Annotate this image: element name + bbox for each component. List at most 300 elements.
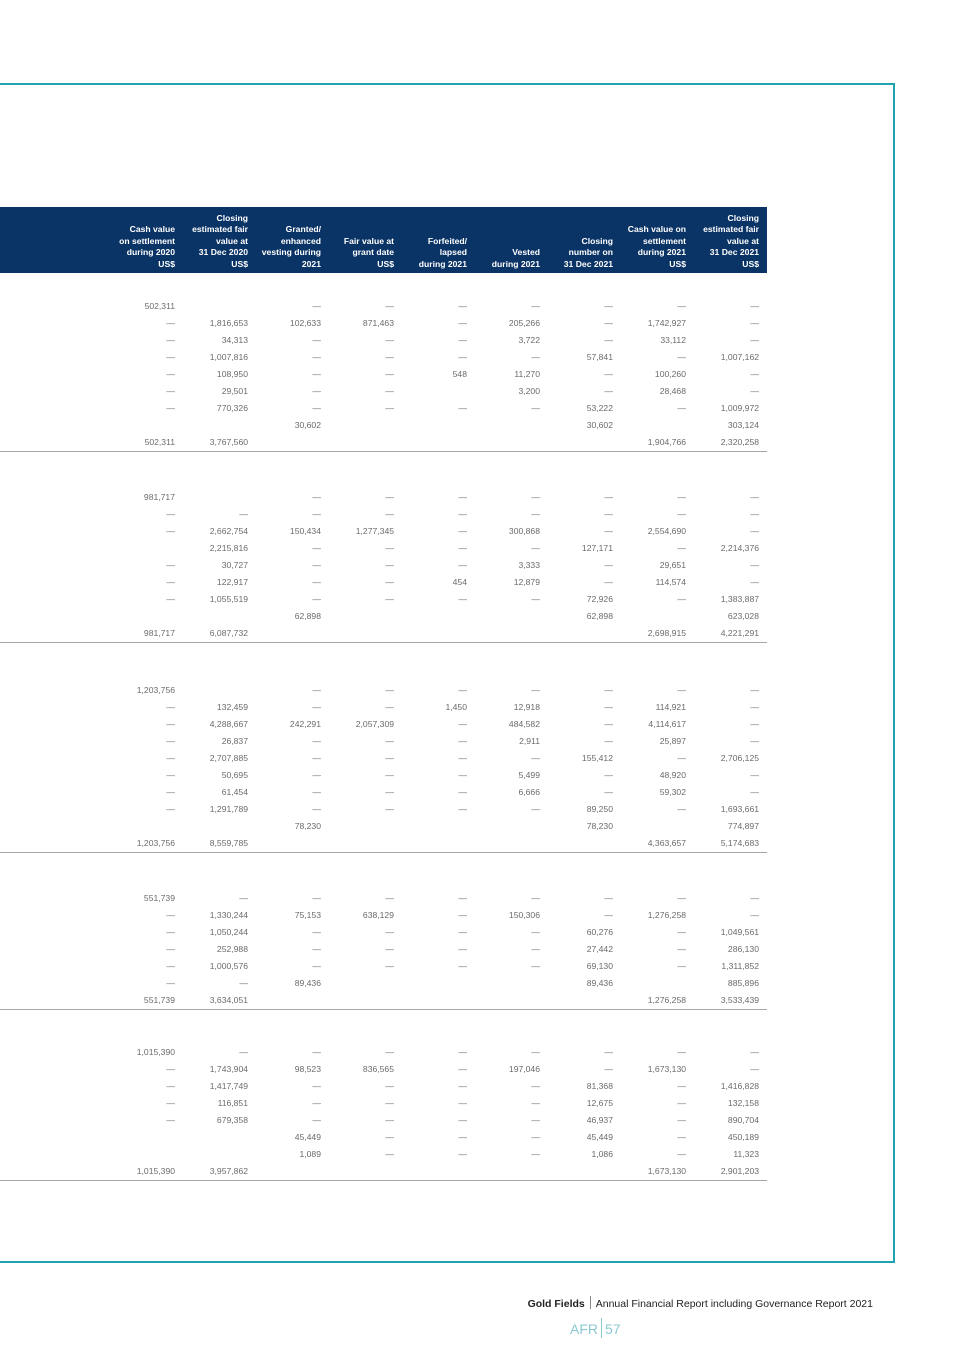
table-cell: — xyxy=(458,685,467,695)
table-cell: — xyxy=(750,719,759,729)
table-cell: 1,009,972 xyxy=(720,403,759,413)
table-cell: — xyxy=(750,509,759,519)
table-cell: — xyxy=(166,509,175,519)
table-cell: — xyxy=(385,770,394,780)
table-cell: — xyxy=(312,403,321,413)
table-cell: — xyxy=(385,301,394,311)
table-cell: — xyxy=(166,1115,175,1125)
table-cell: — xyxy=(604,770,613,780)
table-cell: — xyxy=(604,492,613,502)
table-cell: 774,897 xyxy=(727,821,759,831)
table-cell: — xyxy=(385,736,394,746)
table-cell: — xyxy=(677,753,686,763)
table-cell: — xyxy=(750,301,759,311)
table-cell: — xyxy=(385,893,394,903)
table-cell: — xyxy=(750,318,759,328)
table-cell: — xyxy=(750,560,759,570)
table-cell: — xyxy=(677,301,686,311)
table-cell: — xyxy=(531,1047,540,1057)
table-cell: — xyxy=(239,509,248,519)
table-cell: — xyxy=(458,910,467,920)
table-cell: — xyxy=(385,577,394,587)
table-cell: — xyxy=(750,335,759,345)
table-header xyxy=(0,207,767,273)
table-cell: — xyxy=(604,1047,613,1057)
table-cell: 484,582 xyxy=(508,719,540,729)
column-header: Closing estimated fair value at 31 Dec 2021 US$ xyxy=(703,212,759,269)
table-cell: — xyxy=(458,594,467,604)
table-cell: — xyxy=(385,492,394,502)
table-cell: — xyxy=(531,685,540,695)
table-cell: — xyxy=(312,352,321,362)
table-cell: 72,926 xyxy=(586,594,613,604)
table-cell: — xyxy=(166,1081,175,1091)
table-cell: — xyxy=(312,509,321,519)
table-cell: — xyxy=(750,369,759,379)
table-cell: — xyxy=(239,978,248,988)
table-cell: 502,311 xyxy=(144,437,175,447)
table-cell: — xyxy=(312,804,321,814)
table-cell: 890,704 xyxy=(727,1115,759,1125)
table-cell: — xyxy=(677,1115,686,1125)
table-cell: — xyxy=(312,787,321,797)
table-cell: 132,459 xyxy=(216,702,248,712)
table-cell: — xyxy=(531,509,540,519)
table-cell: — xyxy=(458,1149,467,1159)
table-cell: 6,087,732 xyxy=(209,628,248,638)
table-cell: 4,363,657 xyxy=(647,838,686,848)
table-cell: 1,693,661 xyxy=(720,804,759,814)
table-cell: 1,673,130 xyxy=(647,1166,686,1176)
table-cell: — xyxy=(166,753,175,763)
table-cell: — xyxy=(385,944,394,954)
table-cell: — xyxy=(531,944,540,954)
table-cell: 1,330,244 xyxy=(209,910,248,920)
table-cell: — xyxy=(166,910,175,920)
footer-title xyxy=(528,1296,873,1310)
table-cell: 623,028 xyxy=(727,611,759,621)
table-cell: 454 xyxy=(452,577,467,587)
table-cell: — xyxy=(385,961,394,971)
table-cell: — xyxy=(531,492,540,502)
table-cell: 27,442 xyxy=(586,944,613,954)
table-cell: 34,313 xyxy=(221,335,248,345)
table-cell: — xyxy=(458,318,467,328)
table-cell: — xyxy=(677,893,686,903)
table-cell: — xyxy=(750,577,759,587)
table-cell: 89,250 xyxy=(586,804,613,814)
table-cell: — xyxy=(239,1047,248,1057)
table-cell: — xyxy=(458,543,467,553)
table-cell: — xyxy=(604,736,613,746)
table-cell: 89,436 xyxy=(294,978,321,988)
table-cell: 679,358 xyxy=(216,1115,248,1125)
table-cell: — xyxy=(531,753,540,763)
column-header: Closing estimated fair value at 31 Dec 2020 US$ xyxy=(192,212,248,269)
footer-separator xyxy=(590,1296,591,1309)
table-cell: 551,739 xyxy=(143,893,175,903)
table-cell: — xyxy=(531,403,540,413)
table-cell: 30,727 xyxy=(221,560,248,570)
table-cell: 1,015,390 xyxy=(136,1047,175,1057)
table-cell: — xyxy=(677,1081,686,1091)
table-cell: — xyxy=(385,369,394,379)
table-cell: 1,007,162 xyxy=(720,352,759,362)
table-cell: — xyxy=(750,893,759,903)
table-cell: — xyxy=(166,318,175,328)
table-cell: — xyxy=(458,509,467,519)
table-cell: — xyxy=(677,1149,686,1159)
table-cell: — xyxy=(458,1081,467,1091)
table-cell: 638,129 xyxy=(362,910,394,920)
table-cell: — xyxy=(385,352,394,362)
table-cell: 3,722 xyxy=(518,335,540,345)
table-cell: — xyxy=(385,685,394,695)
table-cell: — xyxy=(312,386,321,396)
table-cell: — xyxy=(166,594,175,604)
table-cell: — xyxy=(312,594,321,604)
table-cell: — xyxy=(166,804,175,814)
table-cell: — xyxy=(166,560,175,570)
table-cell: 116,851 xyxy=(217,1098,248,1108)
table-cell: — xyxy=(166,1064,175,1074)
table-cell: — xyxy=(385,927,394,937)
table-cell: — xyxy=(531,1115,540,1125)
table-cell: 26,837 xyxy=(221,736,248,746)
table-cell: 102,633 xyxy=(289,318,321,328)
table-cell: — xyxy=(385,804,394,814)
table-cell: — xyxy=(677,944,686,954)
table-cell: — xyxy=(385,1149,394,1159)
table-cell: 1,086 xyxy=(591,1149,613,1159)
page-number: 57 xyxy=(605,1321,621,1337)
table-cell: 2,320,258 xyxy=(720,437,759,447)
table-cell: 1,904,766 xyxy=(647,437,686,447)
table-cell: — xyxy=(312,702,321,712)
table-cell: — xyxy=(750,1047,759,1057)
table-cell: 45,449 xyxy=(294,1132,321,1142)
table-cell: — xyxy=(312,927,321,937)
table-cell: 1,417,749 xyxy=(209,1081,248,1091)
table-cell: — xyxy=(166,944,175,954)
table-cell: 2,662,754 xyxy=(209,526,248,536)
table-cell: — xyxy=(677,492,686,502)
table-cell: 1,311,852 xyxy=(721,961,759,971)
group-divider xyxy=(0,852,767,853)
table-cell: — xyxy=(531,301,540,311)
table-cell: — xyxy=(166,403,175,413)
table-cell: — xyxy=(604,685,613,695)
table-cell: 205,266 xyxy=(508,318,540,328)
table-cell: — xyxy=(531,1132,540,1142)
table-cell: 1,049,561 xyxy=(720,927,759,937)
table-cell: 5,174,683 xyxy=(720,838,759,848)
table-cell: — xyxy=(166,352,175,362)
table-cell: 81,368 xyxy=(586,1081,613,1091)
table-cell: 33,112 xyxy=(660,335,686,345)
table-cell: — xyxy=(458,1132,467,1142)
table-cell: — xyxy=(458,492,467,502)
table-cell: — xyxy=(166,770,175,780)
table-cell: — xyxy=(385,594,394,604)
table-cell: 150,306 xyxy=(508,910,540,920)
table-cell: — xyxy=(385,1132,394,1142)
table-cell: 1,742,927 xyxy=(647,318,686,328)
table-cell: 50,695 xyxy=(221,770,248,780)
table-cell: — xyxy=(312,1098,321,1108)
column-header: Fair value at grant date US$ xyxy=(343,235,394,269)
table-cell: 25,897 xyxy=(659,736,686,746)
table-cell: 98,523 xyxy=(294,1064,321,1074)
table-cell: 2,706,125 xyxy=(720,753,759,763)
table-cell: — xyxy=(604,893,613,903)
table-cell: — xyxy=(458,944,467,954)
table-cell: 61,454 xyxy=(221,787,248,797)
table-cell: — xyxy=(604,910,613,920)
table-cell: 150,434 xyxy=(289,526,321,536)
table-cell: — xyxy=(750,492,759,502)
table-cell: — xyxy=(385,702,394,712)
table-cell: — xyxy=(166,577,175,587)
table-cell: — xyxy=(166,927,175,937)
table-cell: 11,323 xyxy=(733,1149,759,1159)
table-cell: 2,901,203 xyxy=(720,1166,759,1176)
column-header: Forfeited/ lapsed during 2021 xyxy=(418,235,467,269)
table-cell: — xyxy=(458,719,467,729)
table-cell: — xyxy=(312,492,321,502)
table-cell: 1,015,390 xyxy=(136,1166,175,1176)
table-cell: — xyxy=(385,543,394,553)
table-cell: 5,499 xyxy=(518,770,540,780)
table-cell: — xyxy=(677,1132,686,1142)
table-cell: 1,050,244 xyxy=(209,927,248,937)
table-cell: — xyxy=(531,1149,540,1159)
table-cell: 2,554,690 xyxy=(647,526,686,536)
table-cell: 871,463 xyxy=(362,318,394,328)
table-cell: 4,288,667 xyxy=(209,719,248,729)
table-cell: — xyxy=(385,509,394,519)
table-cell: — xyxy=(385,787,394,797)
table-cell: — xyxy=(166,1098,175,1108)
table-cell: 28,468 xyxy=(659,386,686,396)
table-cell: 770,326 xyxy=(216,403,248,413)
table-cell: — xyxy=(531,961,540,971)
table-cell: — xyxy=(750,787,759,797)
table-cell: — xyxy=(385,1098,394,1108)
table-cell: 59,302 xyxy=(659,787,686,797)
table-cell: — xyxy=(458,961,467,971)
table-cell: — xyxy=(312,560,321,570)
table-cell: — xyxy=(750,910,759,920)
table-cell: — xyxy=(604,301,613,311)
table-cell: 53,222 xyxy=(586,403,613,413)
page-number-block xyxy=(570,1318,621,1338)
page-separator xyxy=(601,1318,602,1338)
table-cell: 4,114,617 xyxy=(648,719,686,729)
table-cell: 1,203,756 xyxy=(136,685,175,695)
table-cell: 6,666 xyxy=(518,787,540,797)
table-cell: — xyxy=(604,702,613,712)
table-cell: — xyxy=(458,560,467,570)
table-cell: 286,130 xyxy=(727,944,759,954)
table-cell: — xyxy=(531,804,540,814)
table-cell: — xyxy=(166,702,175,712)
table-cell: — xyxy=(458,352,467,362)
table-cell: — xyxy=(604,787,613,797)
table-cell: 3,333 xyxy=(518,560,540,570)
table-cell: 46,937 xyxy=(586,1115,613,1125)
table-cell: — xyxy=(458,335,467,345)
table-cell: — xyxy=(677,804,686,814)
table-cell: 11,270 xyxy=(514,369,540,379)
table-cell: 1,416,828 xyxy=(720,1081,759,1091)
table-cell: 551,739 xyxy=(143,995,175,1005)
table-cell: — xyxy=(604,386,613,396)
table-cell: — xyxy=(166,386,175,396)
column-header: Closing number on 31 Dec 2021 xyxy=(563,235,613,269)
table-cell: 57,841 xyxy=(586,352,613,362)
table-cell: — xyxy=(750,386,759,396)
table-cell: — xyxy=(531,927,540,937)
table-cell: 12,879 xyxy=(513,577,540,587)
table-cell: 252,988 xyxy=(216,944,248,954)
table-cell: — xyxy=(531,893,540,903)
table-cell: — xyxy=(677,352,686,362)
table-cell: — xyxy=(604,509,613,519)
table-cell: — xyxy=(531,543,540,553)
table-cell: — xyxy=(312,770,321,780)
table-cell: — xyxy=(166,335,175,345)
table-cell: 29,651 xyxy=(659,560,686,570)
table-cell: 981,717 xyxy=(143,628,175,638)
table-cell: — xyxy=(458,770,467,780)
table-cell: — xyxy=(312,736,321,746)
table-cell: 1,816,653 xyxy=(209,318,248,328)
table-cell: — xyxy=(531,1081,540,1091)
table-cell: 1,007,816 xyxy=(209,352,248,362)
table-cell: 1,277,345 xyxy=(355,526,394,536)
table-cell: — xyxy=(677,927,686,937)
table-cell: 132,158 xyxy=(727,1098,759,1108)
table-cell: — xyxy=(458,736,467,746)
table-cell: — xyxy=(385,1081,394,1091)
table-cell: 300,868 xyxy=(508,526,540,536)
table-cell: — xyxy=(677,1047,686,1057)
table-cell: — xyxy=(458,1064,467,1074)
table-cell: 1,743,904 xyxy=(209,1064,248,1074)
table-cell: — xyxy=(312,301,321,311)
table-cell: 48,920 xyxy=(659,770,686,780)
table-cell: — xyxy=(312,543,321,553)
table-cell: 4,221,291 xyxy=(720,628,759,638)
table-cell: — xyxy=(312,961,321,971)
table-cell: 8,559,785 xyxy=(209,838,248,848)
table-cell: — xyxy=(166,736,175,746)
table-cell: 981,717 xyxy=(143,492,175,502)
table-cell: 114,921 xyxy=(655,702,686,712)
table-cell: 89,436 xyxy=(586,978,613,988)
table-cell: 3,957,862 xyxy=(209,1166,248,1176)
table-cell: 1,291,789 xyxy=(209,804,248,814)
table-cell: 30,602 xyxy=(586,420,613,430)
table-cell: — xyxy=(312,893,321,903)
table-cell: — xyxy=(312,944,321,954)
table-cell: 62,898 xyxy=(294,611,321,621)
table-cell: — xyxy=(385,753,394,763)
table-cell: 1,276,258 xyxy=(647,910,686,920)
table-cell: — xyxy=(385,386,394,396)
table-cell: — xyxy=(312,1081,321,1091)
table-cell: 75,153 xyxy=(294,910,321,920)
table-cell: 29,501 xyxy=(221,386,248,396)
table-cell: 100,260 xyxy=(654,369,686,379)
table-cell: 1,203,756 xyxy=(136,838,175,848)
table-cell: — xyxy=(677,543,686,553)
table-cell: — xyxy=(458,787,467,797)
column-header: Cash value on settlement during 2021 US$ xyxy=(627,224,686,269)
table-cell: — xyxy=(531,352,540,362)
table-cell: 122,917 xyxy=(216,577,248,587)
table-cell: — xyxy=(312,335,321,345)
table-cell: — xyxy=(312,1115,321,1125)
table-cell: — xyxy=(458,927,467,937)
table-cell: 12,675 xyxy=(586,1098,613,1108)
table-cell: 69,130 xyxy=(586,961,613,971)
table-cell: 3,200 xyxy=(518,386,540,396)
table-cell: 502,311 xyxy=(144,301,175,311)
table-cell: — xyxy=(604,577,613,587)
table-cell: — xyxy=(604,335,613,345)
table-cell: — xyxy=(458,893,467,903)
table-cell: 1,673,130 xyxy=(647,1064,686,1074)
table-cell: — xyxy=(458,753,467,763)
table-cell: — xyxy=(531,1098,540,1108)
table-cell: — xyxy=(385,560,394,570)
brand-name: Gold Fields xyxy=(527,1298,585,1310)
table-cell: 242,291 xyxy=(289,719,321,729)
table-cell: — xyxy=(385,335,394,345)
table-cell: — xyxy=(166,369,175,379)
table-cell: — xyxy=(750,770,759,780)
table-cell: 2,215,816 xyxy=(209,543,248,553)
table-cell: — xyxy=(604,1064,613,1074)
table-cell: — xyxy=(458,1047,467,1057)
group-divider xyxy=(0,1009,767,1010)
table-cell: — xyxy=(604,560,613,570)
table-cell: — xyxy=(604,318,613,328)
table-cell: — xyxy=(604,526,613,536)
table-cell: 197,046 xyxy=(508,1064,540,1074)
table-cell: — xyxy=(750,526,759,536)
table-cell: — xyxy=(239,893,248,903)
table-cell: 78,230 xyxy=(586,821,613,831)
table-cell: 1,089 xyxy=(299,1149,321,1159)
table-cell: — xyxy=(604,369,613,379)
table-cell: 45,449 xyxy=(586,1132,613,1142)
table-cell: — xyxy=(458,403,467,413)
table-cell: 2,911 xyxy=(519,736,540,746)
table-cell: 108,950 xyxy=(216,369,248,379)
table-cell: 1,450 xyxy=(445,702,467,712)
table-cell: 1,000,576 xyxy=(209,961,248,971)
table-cell: 3,533,439 xyxy=(720,995,759,1005)
table-cell: — xyxy=(458,1115,467,1125)
table-cell: 548 xyxy=(452,369,467,379)
section-label: AFR xyxy=(570,1321,598,1337)
table-cell: 60,276 xyxy=(586,927,613,937)
table-cell: — xyxy=(677,509,686,519)
table-cell: — xyxy=(312,685,321,695)
